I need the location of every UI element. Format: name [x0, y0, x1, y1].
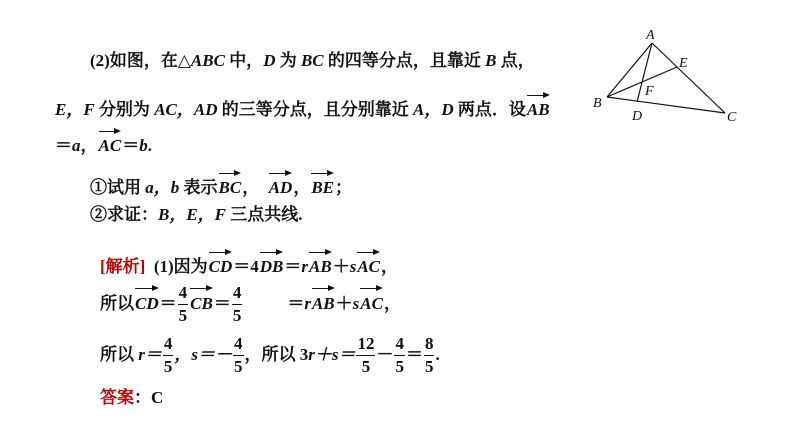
- text: ＝: [122, 136, 140, 155]
- r-equals: r＝: [138, 344, 162, 364]
- numerator: 4: [394, 334, 405, 356]
- text: ，: [242, 178, 260, 197]
- problem-line-2: [55, 94, 551, 118]
- text: ＝4: [233, 257, 259, 276]
- text: .: [435, 344, 440, 364]
- var-s: s: [349, 257, 357, 276]
- fraction: [356, 334, 375, 378]
- label-b: B: [593, 96, 602, 111]
- text: ，: [383, 293, 401, 313]
- segment-bc: BC: [300, 51, 324, 70]
- numerator: 8: [424, 334, 435, 356]
- fraction: [424, 334, 435, 378]
- triangle-name: ABC: [190, 51, 225, 70]
- side-bc: [607, 97, 725, 113]
- label-f: F: [645, 84, 654, 99]
- vector-ac: AC: [99, 130, 122, 154]
- text: ，: [381, 257, 399, 276]
- problem-line-3: [55, 130, 152, 154]
- label-d: D: [632, 109, 643, 124]
- label-c: C: [727, 110, 737, 125]
- text: 分别为: [94, 100, 155, 119]
- point-b: B: [485, 51, 497, 70]
- vector-cd: CD: [209, 251, 233, 275]
- denominator: 5: [424, 357, 434, 377]
- numerator: 4: [163, 334, 174, 356]
- solution-line-3: [100, 334, 440, 378]
- denominator: 5: [178, 306, 188, 326]
- text: 三点共线.: [226, 205, 303, 224]
- text: ＋: [332, 257, 350, 276]
- text: ；: [335, 178, 352, 197]
- denominator: 5: [361, 357, 371, 377]
- denominator: 5: [395, 357, 404, 377]
- text: 的四等分点，且靠近: [323, 51, 486, 70]
- text: ＝: [213, 293, 231, 313]
- text: 两点．设: [453, 100, 526, 119]
- var-a: a: [72, 136, 81, 155]
- text: 如图，在△: [109, 51, 191, 70]
- text: 表示: [179, 178, 218, 197]
- text: ：: [134, 388, 151, 407]
- answer-label: 答案: [100, 388, 134, 407]
- text: ＝: [55, 136, 72, 155]
- vector-ac: AC: [360, 287, 383, 314]
- numerator: 4: [178, 283, 189, 305]
- numerator: 4: [233, 334, 244, 356]
- vector-ab: AB: [309, 251, 332, 275]
- label-a: A: [646, 28, 655, 43]
- part-label: (2): [90, 51, 110, 70]
- side-ac: [652, 43, 725, 113]
- numerator: 12: [356, 334, 375, 356]
- segments-ac-ad: AC，AD: [154, 100, 218, 119]
- text: 中，: [224, 51, 264, 70]
- question-2: [90, 206, 303, 223]
- text: ，: [293, 178, 311, 197]
- solution-line-2: [100, 283, 401, 327]
- text: (1)因为: [153, 257, 208, 276]
- answer-line: [100, 389, 163, 406]
- label-e: E: [679, 56, 688, 71]
- numerator: 4: [232, 283, 243, 305]
- triangle-figure: [585, 25, 745, 125]
- text: ②求证：: [90, 205, 158, 224]
- text: ＝: [159, 293, 177, 313]
- s-equals: ，s＝－: [174, 344, 232, 364]
- vector-ac: AC: [357, 251, 380, 275]
- denominator: 5: [163, 357, 173, 377]
- vector-ad: AD: [269, 172, 293, 196]
- question-1: [90, 172, 352, 196]
- fraction: [394, 334, 405, 378]
- vector-db: DB: [260, 251, 284, 275]
- text: ，所以 3: [244, 344, 309, 364]
- text: －: [376, 344, 394, 364]
- text: 所以: [100, 344, 139, 364]
- problem-line-1: [90, 52, 535, 69]
- vector-ab: AB: [312, 287, 335, 314]
- analysis-tag: [解析]: [100, 257, 146, 276]
- fraction: [232, 283, 243, 327]
- denominator: 5: [232, 306, 242, 326]
- points-ad: A，D: [412, 100, 454, 119]
- text: ＝: [405, 344, 423, 364]
- fraction: [233, 334, 244, 378]
- solution-line-1: [100, 251, 398, 275]
- text: 的三等分点，且分别靠近: [217, 100, 413, 119]
- vector-cd: CD: [135, 287, 159, 314]
- segment-be: [607, 67, 677, 97]
- text: 点，: [496, 51, 535, 70]
- text: ，: [80, 136, 98, 155]
- points-bef: B，E，F: [158, 205, 227, 224]
- vector-ab: AB: [527, 94, 550, 118]
- r-plus-s: r＋s＝: [308, 344, 356, 364]
- text: 为: [275, 51, 301, 70]
- points-ef: E，F: [55, 100, 95, 119]
- vector-bc: BC: [219, 172, 242, 196]
- vector-cb: CB: [190, 287, 213, 314]
- vars-ab: a，b: [145, 178, 180, 197]
- denominator: 5: [234, 357, 243, 377]
- text: 所以: [100, 293, 134, 313]
- fraction: [178, 283, 189, 327]
- var-b: b: [139, 136, 148, 155]
- var-s: s: [352, 293, 360, 313]
- vector-be: BE: [311, 172, 334, 196]
- text: .: [147, 136, 152, 155]
- var-r: r: [301, 257, 309, 276]
- text: ＝: [284, 257, 302, 276]
- text: ＝: [287, 293, 305, 313]
- text: ＋: [335, 293, 353, 313]
- fraction: [163, 334, 174, 378]
- var-r: r: [304, 293, 311, 313]
- text: ①试用: [90, 178, 146, 197]
- answer-value: C: [151, 388, 164, 407]
- point-d: D: [263, 51, 276, 70]
